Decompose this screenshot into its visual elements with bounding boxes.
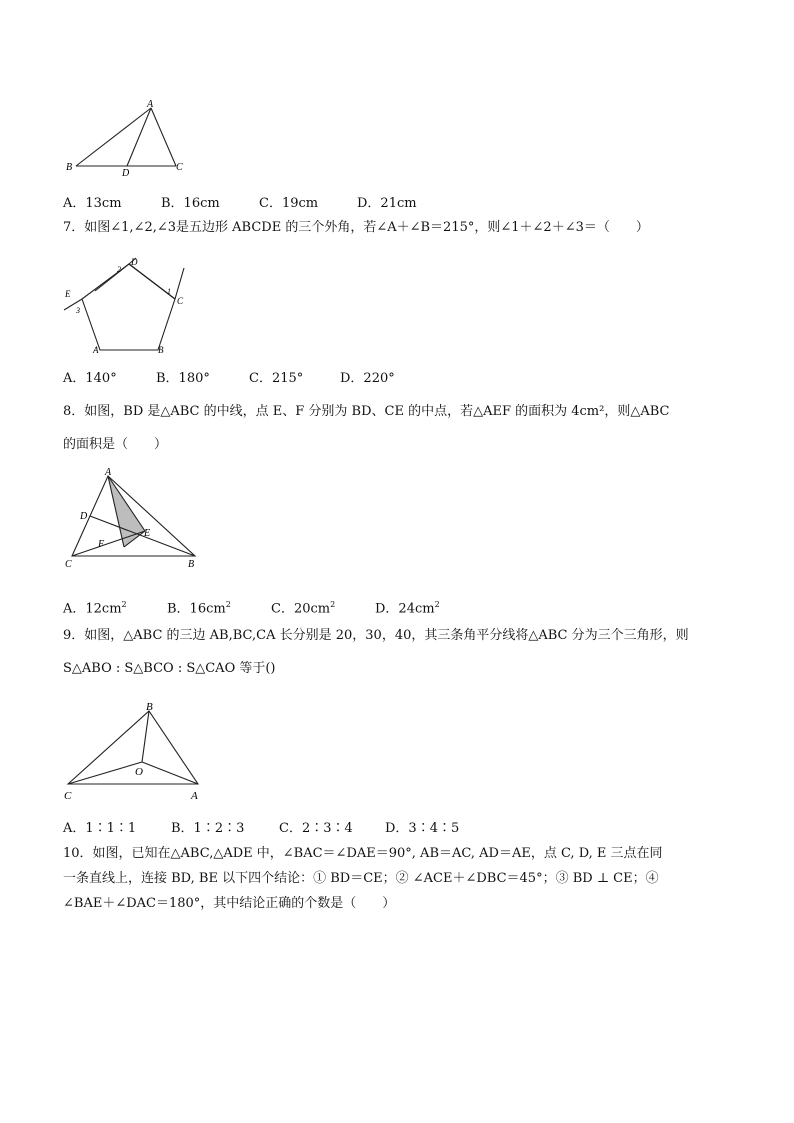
option-b[interactable]: B．$16cm^2$ bbox=[167, 600, 231, 617]
question-10-line2: 一条直线上，连接 BD, BE 以下四个结论：① BD＝CE；② ∠ACE＋∠DBC＝45°；③ BD ⊥ CE；④ bbox=[63, 871, 659, 886]
label-O: O bbox=[135, 766, 143, 778]
option-b[interactable]: B．180° bbox=[156, 371, 210, 386]
angle-2: 2 bbox=[117, 265, 121, 274]
option-a[interactable]: A．$12cm^2$ bbox=[63, 600, 127, 617]
label-D: D bbox=[131, 257, 138, 267]
label-C: C bbox=[64, 790, 72, 802]
option-d[interactable]: D．$24cm^2$ bbox=[375, 600, 440, 617]
q7-options bbox=[63, 370, 395, 388]
question-8-stem-line1: 8．如图，BD 是△ABC 的中线，点 E、F 分别为 BD、CE 的中点，若△AEF 的面积为 4cm²，则△ABC bbox=[63, 404, 670, 419]
option-a[interactable]: A．1∶1∶1 bbox=[63, 821, 137, 836]
label-A: A bbox=[105, 467, 112, 478]
figure-q6-triangle bbox=[60, 96, 190, 176]
question-7-stem: 7．如图∠1,∠2,∠3是五边形 ABCDE 的三个外角，若∠A＋∠B＝215°，则∠1＋∠2＋∠3＝（ ） bbox=[63, 220, 649, 235]
figure-q8-triangle bbox=[60, 464, 210, 574]
label-D: D bbox=[80, 511, 88, 522]
label-A: A bbox=[93, 345, 99, 355]
option-b[interactable]: B．16cm bbox=[161, 196, 220, 211]
label-C: C bbox=[65, 559, 72, 570]
label-E: E bbox=[65, 289, 71, 299]
label-F: F bbox=[98, 539, 105, 550]
question-9-stem-line1: 9．如图，△ABC 的三边 AB,BC,CA 长分别是 20，30，40，其三条角平分线将△ABC 分为三个三角形，则 bbox=[63, 628, 689, 643]
q9-options bbox=[63, 820, 459, 838]
option-c[interactable]: C．215° bbox=[249, 371, 304, 386]
label-A: A bbox=[147, 99, 154, 110]
option-d[interactable]: D．3∶4∶5 bbox=[385, 821, 460, 836]
option-d[interactable]: D．220° bbox=[340, 371, 395, 386]
label-C: C bbox=[177, 296, 184, 306]
label-B: B bbox=[188, 559, 195, 570]
figure-q7-pentagon bbox=[60, 238, 200, 358]
label-A: A bbox=[191, 790, 198, 802]
label-B: B bbox=[158, 345, 164, 355]
label-E: E bbox=[144, 528, 151, 539]
q6-options bbox=[63, 195, 417, 213]
angle-3: 3 bbox=[76, 306, 80, 315]
option-a[interactable]: A．140° bbox=[63, 371, 117, 386]
q8-options bbox=[63, 596, 440, 618]
label-D: D bbox=[122, 168, 130, 176]
angle-1: 1 bbox=[167, 287, 171, 296]
question-8-stem-line2: 的面积是（ ） bbox=[63, 437, 168, 452]
question-10-line3: ∠BAE＋∠DAC＝180°，其中结论正确的个数是（ ） bbox=[63, 896, 396, 911]
option-b[interactable]: B．1∶2∶3 bbox=[171, 821, 245, 836]
label-B: B bbox=[146, 701, 153, 713]
label-C: C bbox=[176, 162, 183, 173]
label-B: B bbox=[66, 162, 73, 173]
option-c[interactable]: C．$20cm^2$ bbox=[271, 600, 336, 617]
question-10-line1: 10．如图，已知在△ABC,△ADE 中，∠BAC＝∠DAE＝90°, AB＝AC, AD＝AE，点 C, D, E 三点在同 bbox=[63, 846, 663, 861]
question-9-stem-line2: S△ABO : S△BCO : S△CAO 等于() bbox=[63, 661, 276, 676]
option-d[interactable]: D．21cm bbox=[357, 196, 417, 211]
option-a[interactable]: A．13cm bbox=[63, 196, 122, 211]
option-c[interactable]: C．19cm bbox=[259, 196, 319, 211]
option-c[interactable]: C．2∶3∶4 bbox=[279, 821, 353, 836]
figure-q9-triangle bbox=[60, 696, 210, 806]
